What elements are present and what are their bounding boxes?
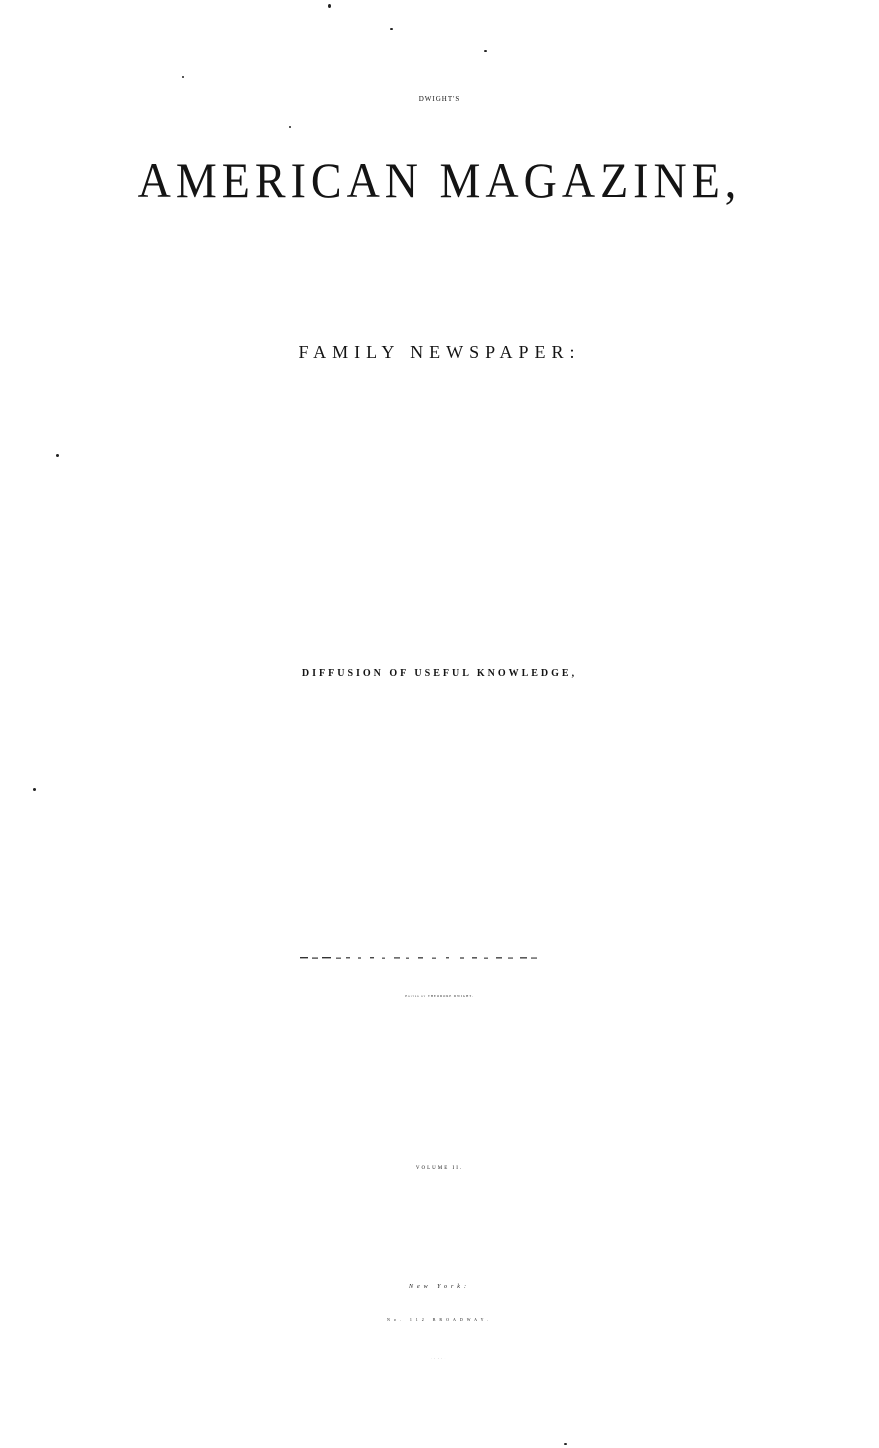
volume-number: VOLUME II. <box>415 1166 464 1171</box>
ornamental-divider <box>300 955 540 961</box>
scan-speck <box>33 788 36 791</box>
publisher-name: DWIGHT'S <box>418 95 461 103</box>
scan-speck <box>56 454 59 457</box>
scan-speck <box>564 1443 567 1445</box>
newspaper-title: FAMILY NEWSPAPER: <box>298 342 581 362</box>
publication-place: New York: <box>409 1284 470 1290</box>
publication-address: No. 112 BROADWAY. <box>387 1317 492 1322</box>
scan-speck <box>390 28 393 30</box>
scan-speck <box>182 76 184 78</box>
publication-year: 1846. <box>430 1359 449 1360</box>
scan-speck <box>484 50 487 52</box>
edited-prefix-initial: E <box>405 994 409 998</box>
scan-speck <box>328 4 331 8</box>
diffusion-line: DIFFUSION OF USEFUL KNOWLEDGE, <box>301 668 578 679</box>
scan-speck <box>289 126 291 128</box>
editor-name: THEODORE DWIGHT. <box>428 994 474 998</box>
magazine-title: AMERICAN MAGAZINE, <box>137 152 742 208</box>
editor-line <box>0 995 879 998</box>
edited-prefix: DITED BY <box>408 996 427 998</box>
